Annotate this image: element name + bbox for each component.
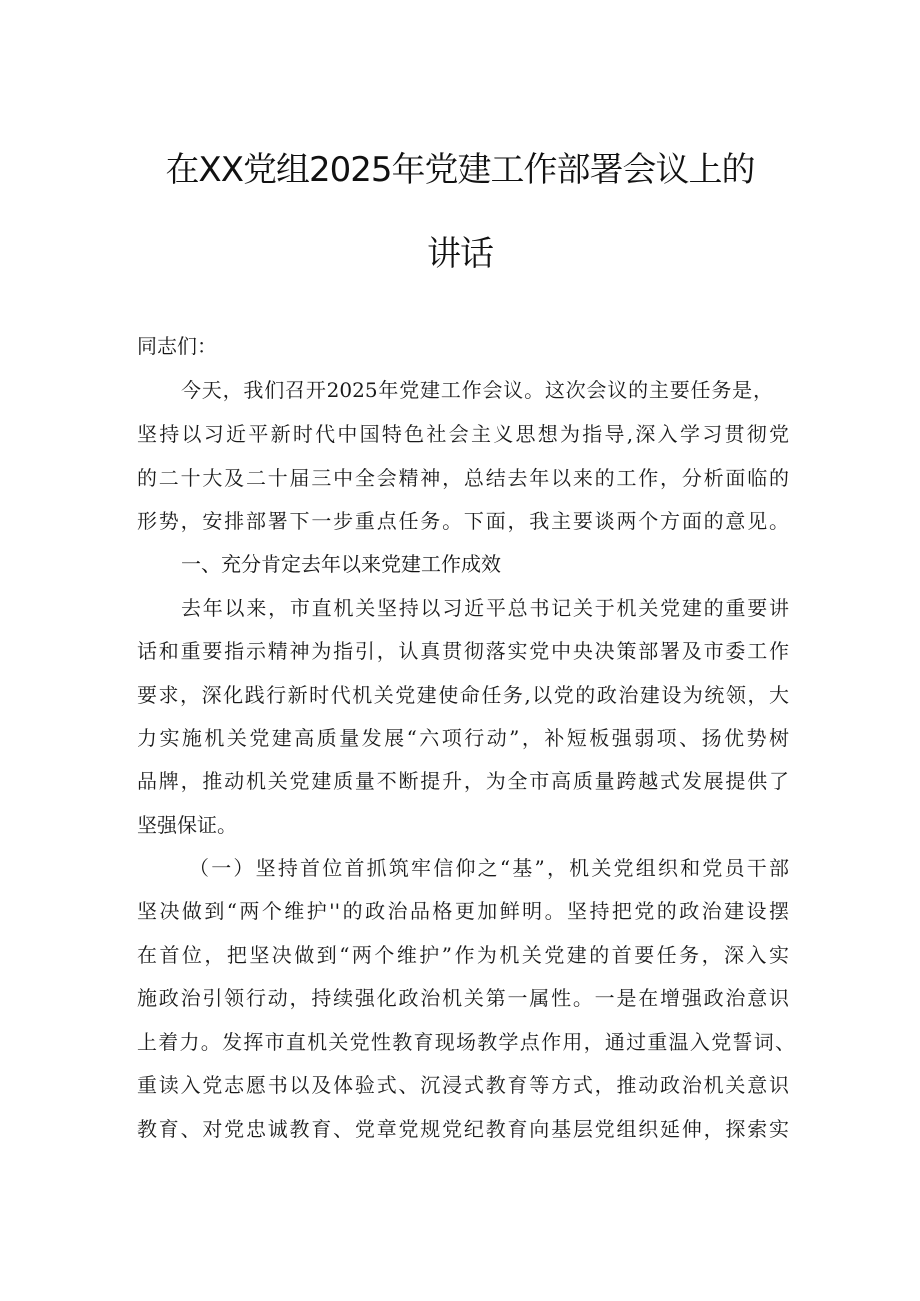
paragraph-2-line-5: 品牌，推动机关党建质量不断提升，为全市高质量跨越式发展提供了	[137, 769, 789, 793]
paragraph-1-line-1: 今天，我们召开2025年党建工作会议。这次会议的主要任务是，	[181, 378, 773, 402]
paragraph-2-line-3: 要求，深化践行新时代机关党建使命任务,以党的政治建设为统领，大	[137, 683, 789, 707]
paragraph-3-line-4: 施政治引领行动，持续强化政治机关第一属性。一是在增强政治意识	[137, 986, 789, 1010]
paragraph-3-line-2: 坚决做到“两个维护''的政治品格更加鲜明。坚持把党的政治建设摆	[137, 899, 789, 923]
paragraph-3-line-1: （一）坚持首位首抓筑牢信仰之“基”，机关党组织和党员干部	[189, 856, 789, 880]
document-title-line-1: 在XX党组2025年党建工作部署会议上的	[165, 150, 755, 190]
salutation: 同志们：	[137, 334, 217, 358]
paragraph-2-line-1: 去年以来，市直机关坚持以习近平总书记关于机关党建的重要讲	[181, 596, 789, 620]
paragraph-1-line-2: 坚持以习近平新时代中国特色社会主义思想为指导,深入学习贯彻党	[137, 422, 789, 446]
paragraph-3-line-5: 上着力。发挥市直机关党性教育现场教学点作用，通过重温入党誓词、	[137, 1030, 795, 1054]
paragraph-1-line-4: 形势，安排部署下一步重点任务。下面，我主要谈两个方面的意见。	[137, 509, 789, 533]
paragraph-3-line-7: 教育、对党忠诚教育、党章党规党纪教育向基层党组织延伸，探索实	[137, 1117, 789, 1141]
paragraph-2-line-2: 话和重要指示精神为指引，认真贯彻落实党中央决策部署及市委工作	[137, 639, 789, 663]
section-heading-1: 一、充分肯定去年以来党建工作成效	[181, 552, 501, 576]
paragraph-3-line-3: 在首位，把坚决做到“两个维护”作为机关党建的首要任务，深入实	[137, 943, 789, 967]
document-title-line-2: 讲话	[427, 234, 493, 274]
paragraph-1-line-3: 的二十大及二十届三中全会精神，总结去年以来的工作，分析面临的	[137, 466, 789, 490]
paragraph-2-line-4: 力实施机关党建高质量发展“六项行动”，补短板强弱项、扬优势树	[137, 726, 789, 750]
paragraph-3-line-6: 重读入党志愿书以及体验式、沉浸式教育等方式，推动政治机关意识	[137, 1073, 789, 1097]
paragraph-2-line-6: 坚强保证。	[137, 813, 237, 837]
